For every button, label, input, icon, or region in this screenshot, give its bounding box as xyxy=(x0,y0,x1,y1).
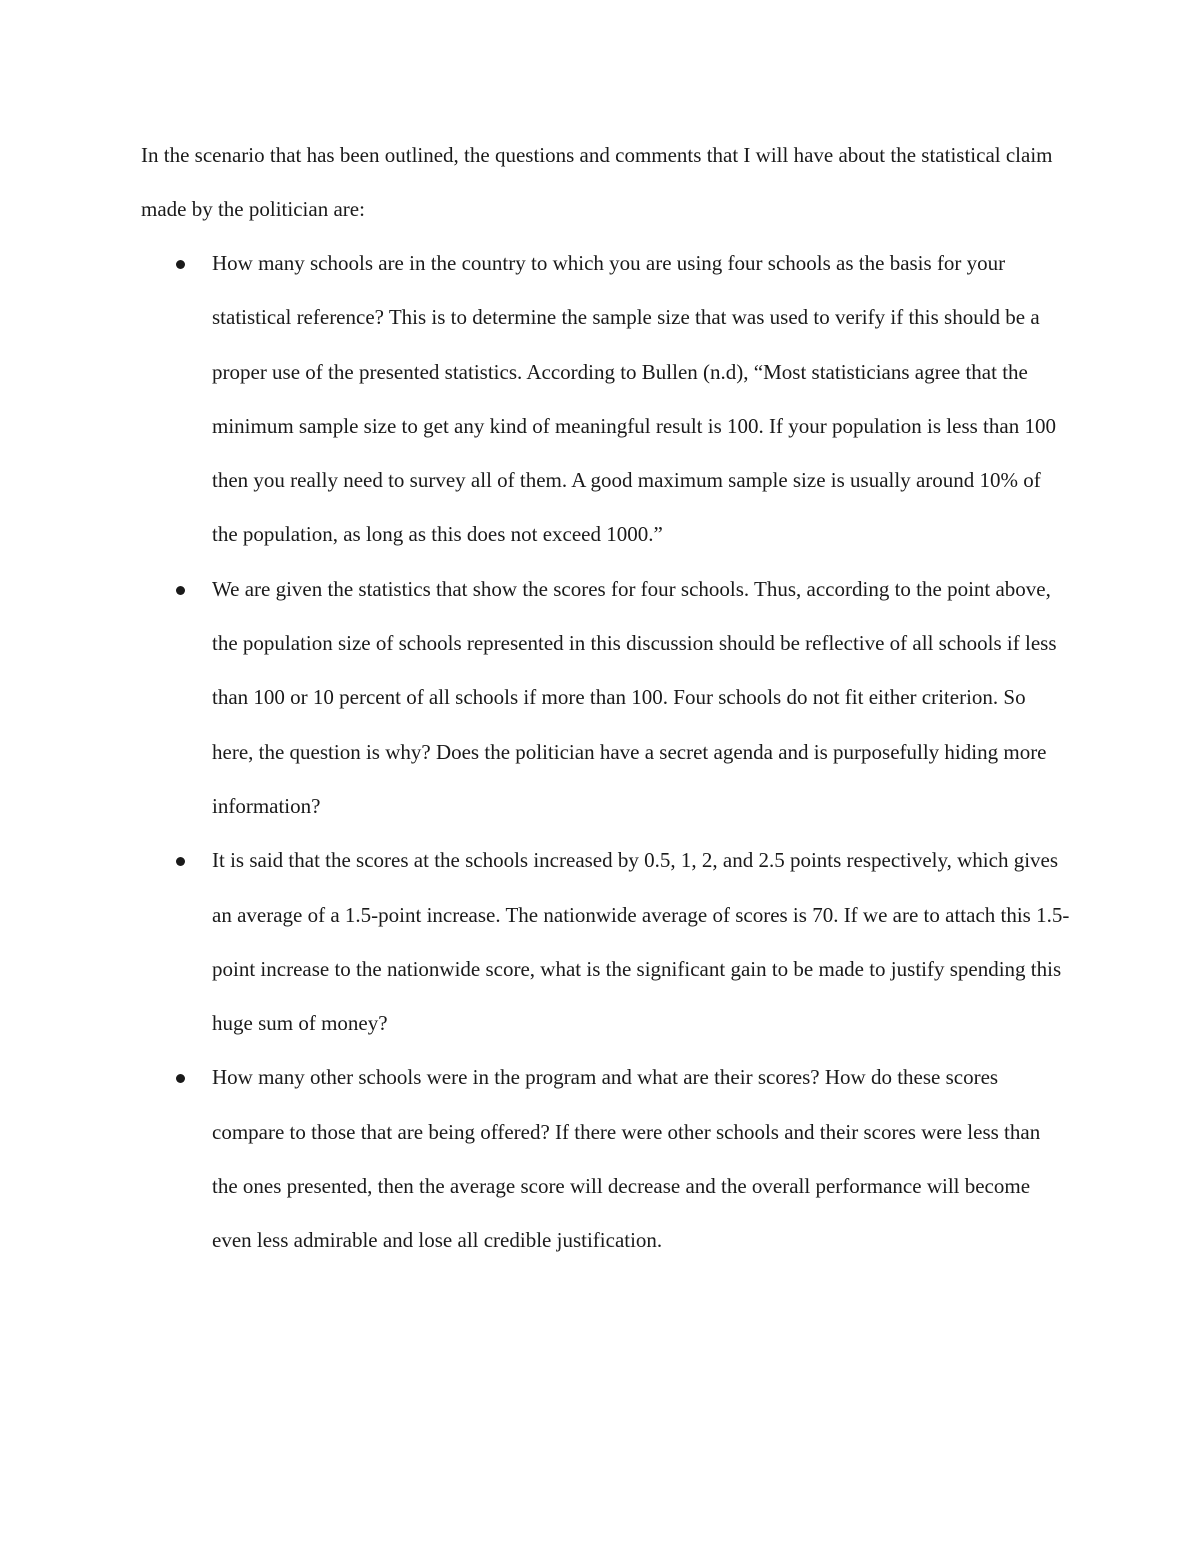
list-item xyxy=(141,1050,1071,1267)
list-item-text: How many other schools were in the program and what are their scores? How do these scores compare to those that are being offered? If there were other schools and their scores were less than the ones presented, then the average score will decrease and the overall performance will become even less admirable and lose all credible justification. xyxy=(212,1065,1041,1253)
list-item xyxy=(141,562,1071,833)
intro-paragraph: In the scenario that has been outlined, the questions and comments that I will have about the statistical claim made by the politician are: xyxy=(141,143,1053,221)
bullet-icon xyxy=(176,260,185,269)
list-item-text: It is said that the scores at the schools increased by 0.5, 1, 2, and 2.5 points respectively, which gives an average of a 1.5-point increase. The nationwide average of scores is 70. If we are to attach this 1.5-point increase to the nationwide score, what is the significant gain to be made to justify spending this huge sum of money? xyxy=(212,848,1070,1036)
list-item xyxy=(141,833,1071,1050)
list-item xyxy=(141,236,1071,562)
list-item-text: How many schools are in the country to which you are using four schools as the basis for your statistical reference? This is to determine the sample size that was used to verify if this should be a proper use of the presented statistics. According to Bullen (n.d), “Most statisticians agree that the minimum sample size to get any kind of meaningful result is 100. If your population is less than 100 then you really need to survey all of them. A good maximum sample size is usually around 10% of the population, as long as this does not exceed 1000.” xyxy=(212,251,1056,547)
document-body xyxy=(141,128,1071,1268)
question-list xyxy=(141,236,1071,1268)
bullet-icon xyxy=(176,1074,185,1083)
bullet-icon xyxy=(176,857,185,866)
list-item-text: We are given the statistics that show the scores for four schools. Thus, according to the point above, the population size of schools represented in this discussion should be reflective of all schools if less than 100 or 10 percent of all schools if more than 100. Four schools do not fit either criterion. So here, the question is why? Does the politician have a secret agenda and is purposefully hiding more information? xyxy=(212,576,1057,818)
bullet-icon xyxy=(176,586,185,595)
